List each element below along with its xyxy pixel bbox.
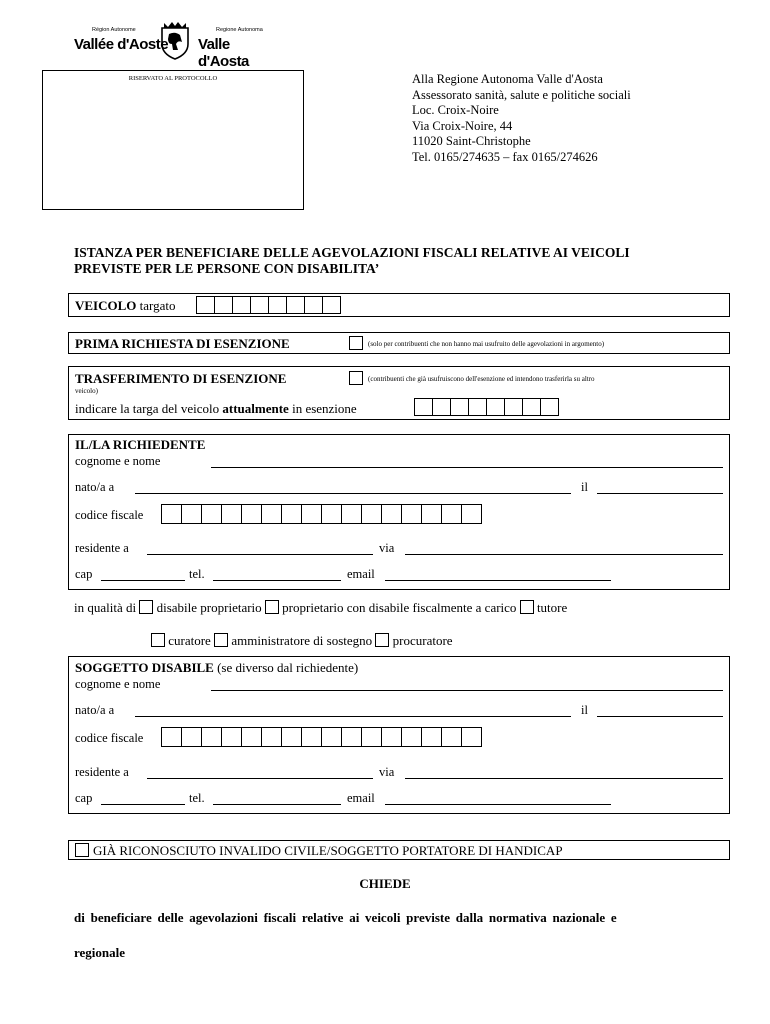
recipient-address — [412, 72, 631, 165]
veicolo-targa-cells[interactable] — [197, 296, 341, 314]
cognome-label: cognome e nome — [75, 677, 161, 691]
trasferimento-checkbox[interactable] — [349, 371, 363, 385]
via-label: via — [379, 765, 395, 779]
curatore-label: curatore — [168, 633, 211, 648]
cap-label: cap — [75, 791, 93, 805]
nato-label: nato/a a — [75, 480, 115, 494]
form-title — [74, 245, 734, 277]
richiedente-via-field[interactable] — [405, 543, 723, 555]
prima-checkbox[interactable] — [349, 336, 363, 350]
logo-right — [198, 27, 274, 70]
trasferimento-note: (contribuenti che già usufruiscono dell'esenzione ed intendono trasferirla su altro — [368, 375, 595, 383]
amministratore-label: amministratore di sostegno — [231, 633, 373, 648]
richiedente-email-field[interactable] — [385, 569, 611, 581]
soggetto-disabile-section — [68, 656, 730, 814]
via-label: via — [379, 541, 395, 555]
soggetto-cap-field[interactable] — [101, 793, 185, 805]
logo-right-name: Valle d'Aosta — [198, 36, 249, 70]
richiedente-section — [68, 434, 730, 590]
tel-label: tel. — [189, 567, 205, 581]
disabile-proprietario-label: disabile proprietario — [156, 600, 262, 615]
request-text-line: di beneficiare delle agevolazioni fiscali relative ai veicoli previste dalla normativa nazionale e — [74, 910, 617, 925]
residente-label: residente a — [75, 541, 129, 555]
targa-post: in esenzione — [288, 401, 357, 416]
invalido-checkbox[interactable] — [75, 843, 89, 857]
address-line: 11020 Saint-Christophe — [412, 134, 531, 148]
richiedente-data-field[interactable] — [597, 482, 723, 494]
veicolo-label — [75, 298, 176, 314]
richiedente-cognome-row — [75, 454, 160, 469]
residente-label: residente a — [75, 765, 129, 779]
cognome-label: cognome e nome — [75, 454, 161, 468]
targa-bold: attualmente — [222, 401, 289, 416]
procuratore-checkbox[interactable] — [375, 633, 389, 647]
address-line: Via Croix-Noire, 44 — [412, 118, 513, 133]
regional-crest-icon — [158, 20, 192, 60]
email-label: email — [347, 791, 375, 805]
richiedente-nato-field[interactable] — [135, 482, 571, 494]
targa-attuale-cells[interactable] — [415, 398, 559, 416]
address-line: Alla Regione Autonoma Valle d'Aosta — [412, 72, 603, 86]
richiedente-cf-cells[interactable] — [162, 504, 482, 524]
trasferimento-section — [68, 366, 730, 420]
veicolo-section — [68, 293, 730, 317]
soggetto-cf-cells[interactable] — [162, 727, 482, 747]
header-logos — [74, 18, 274, 70]
disabile-proprietario-checkbox[interactable] — [139, 600, 153, 614]
cf-label: codice fiscale — [75, 731, 144, 745]
veicolo-label-bold: VEICOLO — [75, 298, 137, 313]
soggetto-heading-bold: SOGGETTO DISABILE — [75, 660, 214, 675]
cap-label: cap — [75, 567, 93, 581]
protocol-label: RISERVATO AL PROTOCOLLO — [128, 75, 218, 82]
proprietario-carico-label: proprietario con disabile fiscalmente a carico — [282, 600, 517, 615]
procuratore-label: procuratore — [392, 633, 453, 648]
chiede-heading: CHIEDE — [359, 876, 411, 891]
qualita-row-2 — [151, 633, 453, 649]
proprietario-carico-checkbox[interactable] — [265, 600, 279, 614]
curatore-checkbox[interactable] — [151, 633, 165, 647]
il-label: il — [581, 480, 588, 494]
qualita-prefix: in qualità di — [74, 600, 137, 615]
form-title-line: PREVISTE PER LE PERSONE CON DISABILITA’ — [74, 261, 380, 276]
soggetto-nato-field[interactable] — [135, 705, 571, 717]
form-title-line: ISTANZA PER BENEFICIARE DELLE AGEVOLAZIONI FISCALI RELATIVE AI VEICOLI — [74, 245, 630, 260]
soggetto-tel-field[interactable] — [213, 793, 341, 805]
trasferimento-label: TRASFERIMENTO DI ESENZIONE — [75, 371, 287, 386]
richiedente-tel-field[interactable] — [213, 569, 341, 581]
targa-pre: indicare la targa del veicolo — [75, 401, 223, 416]
email-label: email — [347, 567, 375, 581]
logo-left — [74, 27, 169, 53]
veicolo-label-text: targato — [136, 298, 176, 313]
richiedente-residente-field[interactable] — [147, 543, 373, 555]
richiedente-heading: IL/LA RICHIEDENTE — [75, 437, 206, 452]
amministratore-checkbox[interactable] — [214, 633, 228, 647]
address-line: Tel. 0165/274635 – fax 0165/274626 — [412, 149, 598, 164]
invalido-label: GIÀ RICONOSCIUTO INVALIDO CIVILE/SOGGETTO PORTATORE DI HANDICAP — [93, 843, 563, 858]
soggetto-via-field[interactable] — [405, 767, 723, 779]
nato-label: nato/a a — [75, 703, 115, 717]
logo-right-top: Regione Autonoma — [216, 27, 263, 33]
richiedente-cognome-field[interactable] — [211, 456, 723, 468]
il-label: il — [581, 703, 588, 717]
soggetto-residente-field[interactable] — [147, 767, 373, 779]
tel-label: tel. — [189, 791, 205, 805]
richiedente-cap-field[interactable] — [101, 569, 185, 581]
tutore-label: tutore — [536, 600, 568, 615]
cf-label: codice fiscale — [75, 508, 144, 522]
trasferimento-note-2: veicolo) — [75, 387, 98, 395]
prima-label: PRIMA RICHIESTA DI ESENZIONE — [75, 336, 290, 351]
address-line: Loc. Croix-Noire — [412, 103, 499, 117]
protocol-box — [42, 70, 304, 210]
targa-attuale-label — [75, 401, 357, 417]
request-text-line: regionale — [74, 945, 126, 960]
soggetto-email-field[interactable] — [385, 793, 611, 805]
prima-note: (solo per contribuenti che non hanno mai usufruito delle agevolazioni in argomento) — [368, 340, 605, 348]
prima-richiesta-section — [68, 332, 730, 354]
soggetto-heading-note: (se diverso dal richiedente) — [213, 660, 359, 675]
invalido-section — [68, 840, 730, 860]
logo-left-name: Vallée d'Aoste — [74, 36, 169, 53]
soggetto-data-field[interactable] — [597, 705, 723, 717]
soggetto-heading — [75, 660, 358, 676]
logo-left-top: Région Autonome — [92, 27, 136, 33]
soggetto-cognome-field[interactable] — [211, 679, 723, 691]
qualita-row-1 — [74, 600, 567, 616]
tutore-checkbox[interactable] — [520, 600, 534, 614]
address-line: Assessorato sanità, salute e politiche sociali — [412, 87, 631, 102]
